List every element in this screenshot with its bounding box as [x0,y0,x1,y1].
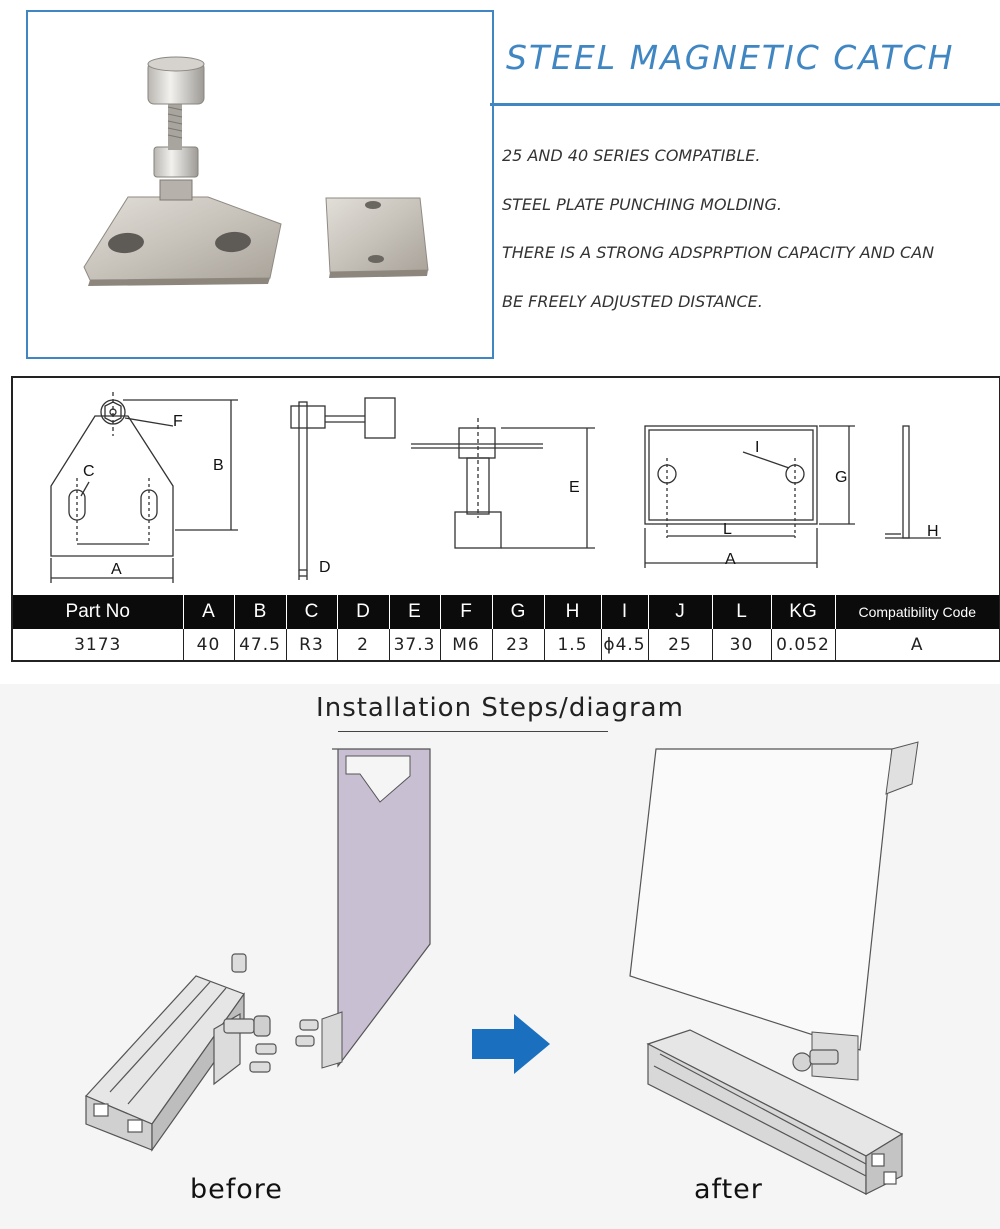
cell-e: 37.3 [389,629,440,660]
spec-table [13,595,999,660]
label-C: C [83,463,95,480]
header-e: E [389,595,440,629]
title-divider [490,103,1000,106]
header-b: B [234,595,286,629]
header-j: J [648,595,712,629]
label-G: G [835,469,848,486]
product-title: STEEL MAGNETIC CATCH [506,38,955,77]
header-d: D [337,595,389,629]
spec-header-row [13,595,999,629]
catch-before [214,954,318,1084]
panel-after [630,749,892,1050]
label-I: I [755,439,760,456]
after-label: after [694,1174,763,1205]
header-l: L [712,595,771,629]
installation-title: Installation Steps/diagram [316,693,684,723]
installation-diagram [0,684,1000,1229]
label-A-base: A [111,561,122,578]
feature-4: BE FREELY ADJUSTED DISTANCE. [502,292,763,311]
label-A-plate: A [725,551,736,568]
header-kg: KG [771,595,835,629]
cell-compatibility-code: A [835,629,999,660]
header-h: H [544,595,601,629]
cell-j: 25 [648,629,712,660]
feature-3: THERE IS A STRONG ADSPRPTION CAPACITY AND CAN [502,243,935,262]
cell-c: R3 [286,629,337,660]
cell-b: 47.5 [234,629,286,660]
cell-g: 23 [492,629,544,660]
header-a: A [183,595,234,629]
feature-1: 25 AND 40 SERIES COMPATIBLE. [502,146,761,165]
feature-2: STEEL PLATE PUNCHING MOLDING. [502,195,782,214]
cell-d: 2 [337,629,389,660]
header-c: C [286,595,337,629]
cell-part-no: 3173 [74,634,122,655]
specification-panel [11,376,1000,662]
header-g: G [492,595,544,629]
arrow-icon [472,1014,550,1074]
technical-drawing [13,378,999,595]
cell-i: ϕ4.5 [601,629,648,660]
header-f: F [440,595,492,629]
aluminium-profile-after [648,1030,902,1194]
label-F: F [173,413,183,430]
base-plate-outline [51,416,173,556]
product-photo [26,10,494,359]
label-D: D [319,559,331,576]
before-label: before [190,1174,283,1205]
label-L: L [723,521,732,538]
table-row [13,629,999,660]
installation-section [0,684,1000,1229]
magnetic-catch-photo [28,12,492,357]
cell-l: 30 [712,629,771,660]
header-compatibility-code: Compatibility Code [835,595,999,629]
label-B: B [213,457,224,474]
installation-title-underline [338,731,608,732]
label-H: H [927,523,939,540]
cell-a: 40 [183,629,234,660]
cell-f: M6 [440,629,492,660]
header-i: I [601,595,648,629]
header-part-no: Part No [13,595,183,629]
cell-kg: 0.052 [771,629,835,660]
label-E: E [569,479,580,496]
cell-h: 1.5 [544,629,601,660]
